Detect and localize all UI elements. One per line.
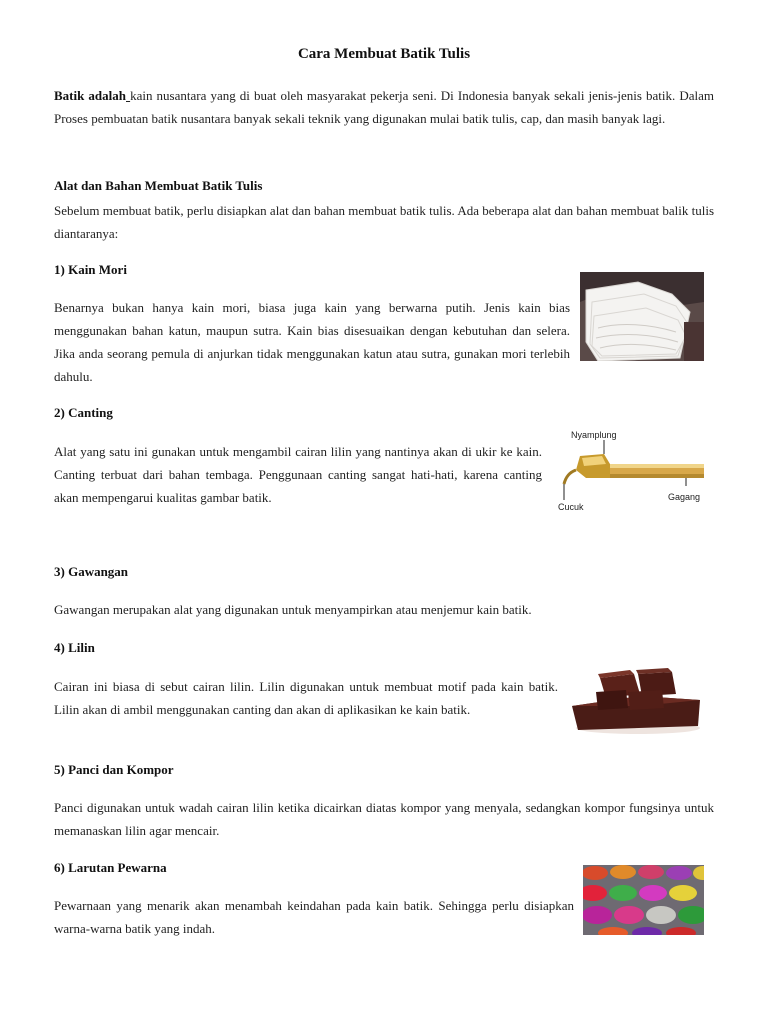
item-heading-canting: 2) Canting: [54, 405, 113, 420]
intro-lead: Batik adalah: [54, 88, 126, 103]
lilin-image: [568, 656, 704, 736]
item-heading-larutan-pewarna: 6) Larutan Pewarna: [54, 860, 167, 875]
canting-label-cucuk: Cucuk: [558, 502, 584, 512]
tools-paragraph: Sebelum membuat batik, perlu disiapkan alat dan bahan membuat batik tulis. Ada beberapa alat dan bahan membuat balik tulis diantaranya:: [54, 203, 714, 241]
item-heading-gawangan: 3) Gawangan: [54, 564, 129, 579]
canting-label-gagang: Gagang: [668, 492, 701, 502]
item-heading-lilin: 4) Lilin: [54, 640, 95, 655]
item-text-canting: Alat yang satu ini gunakan untuk mengambil cairan lilin yang nantinya akan di ukir ke kain. Canting terbuat dari bahan tembaga. Penggunaan canting sangat hati-hati, karena canting akan mempengarui kualitas gambar batik.: [54, 444, 542, 505]
tools-heading: Alat dan Bahan Membuat Batik Tulis: [54, 178, 263, 193]
kain-mori-image: [580, 272, 704, 361]
pewarna-image: [583, 865, 704, 935]
item-heading-kain-mori: 1) Kain Mori: [54, 262, 127, 277]
intro-paragraph: [54, 84, 714, 130]
item-text-kain-mori: Benarnya bukan hanya kain mori, biasa juga kain yang berwarna putih. Jenis kain bias menggunakan bahan katun, maupun sutra. Kain bias disesuaikan dengan kebutuhan dan selera. Jika anda seorang pemula di anjurkan tidak menggunakan katun atau sutra, gunakan mori terlebih dahulu.: [54, 300, 570, 384]
item-text-gawangan: Gawangan merupakan alat yang digunakan untuk menyampirkan atau menjemur kain batik.: [54, 602, 532, 617]
item-heading-panci-kompor: 5) Panci dan Kompor: [54, 762, 174, 777]
item-text-panci-kompor: Panci digunakan untuk wadah cairan lilin ketika dicairkan diatas kompor yang menyala, sedangkan kompor fungsinya untuk memanaskan lilin agar mencair.: [54, 800, 714, 838]
intro-text: kain nusantara yang di buat oleh masyarakat pekerja seni. Di Indonesia banyak sekali jenis-jenis batik. Dalam Proses pembuatan batik nusantara banyak sekali teknik yang digunakan mulai batik tulis, cap, dan masih banyak lagi.: [54, 88, 714, 126]
item-text-larutan-pewarna: Pewarnaan yang menarik akan menambah keindahan pada kain batik. Sehingga perlu disiapkan warna-warna batik yang indah.: [54, 898, 574, 936]
canting-label-nyamplung: Nyamplung: [571, 430, 617, 440]
item-text-lilin: Cairan ini biasa di sebut cairan lilin. Lilin digunakan untuk membuat motif pada kain batik. Lilin akan di ambil menggunakan canting dan akan di aplikasikan ke kain batik.: [54, 679, 558, 717]
page-title: Cara Membuat Batik Tulis: [297, 46, 471, 62]
